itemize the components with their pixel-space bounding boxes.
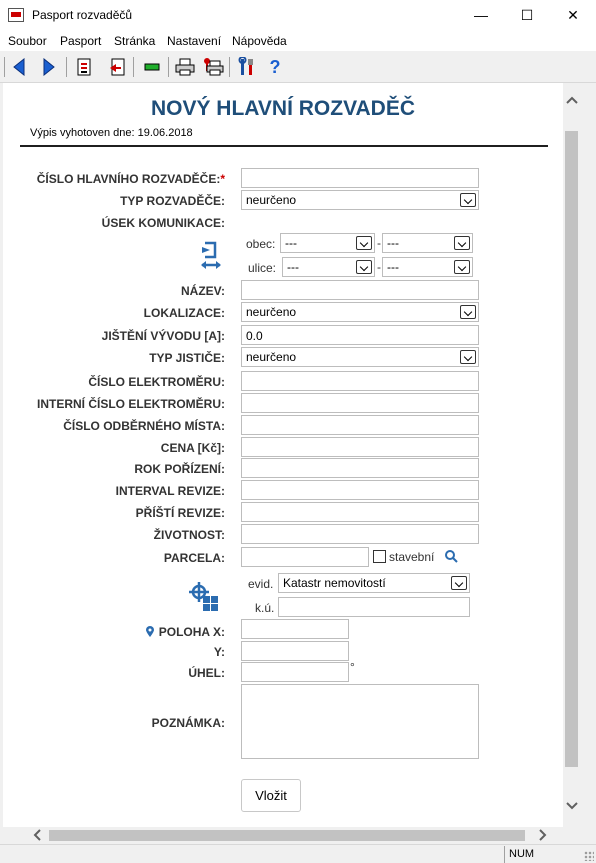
nazev-input[interactable] (241, 280, 479, 300)
label-rok: ROK POŘÍZENÍ: (134, 462, 225, 476)
tools-icon[interactable] (236, 56, 258, 78)
chevron-down-icon (356, 260, 372, 274)
scroll-down-icon[interactable] (563, 799, 580, 813)
minimize-green-icon[interactable] (141, 56, 163, 78)
horizontal-scroll-thumb[interactable] (49, 830, 525, 841)
chevron-down-icon (460, 305, 476, 319)
label-ku: k.ú. (255, 601, 275, 615)
minimize-button[interactable]: — (474, 7, 488, 23)
label-cena: CENA [Kč]: (160, 441, 225, 455)
title-divider (20, 145, 548, 147)
label-typ-rozvadece: TYP ROZVADĚČE: (120, 194, 225, 208)
toolbar (0, 51, 596, 83)
cislo-odberneho-input[interactable] (241, 415, 479, 435)
resize-grip-icon[interactable] (584, 851, 594, 861)
menu-stranka[interactable]: Stránka (114, 34, 156, 48)
cislo-elektromeru-input[interactable] (241, 371, 479, 391)
chevron-down-icon (451, 576, 467, 590)
chevron-down-icon (460, 350, 476, 364)
scroll-left-icon[interactable] (31, 829, 43, 844)
label-uhel: ÚHEL: (188, 666, 225, 680)
chevron-down-icon (454, 260, 470, 274)
poloha-y-input[interactable] (241, 641, 349, 661)
label-stavebni: stavební (389, 550, 435, 564)
label-cislo-odberneho: ČÍSLO ODBĚRNÉHO MÍSTA: (63, 419, 225, 433)
vlozit-button[interactable]: Vložit (241, 779, 301, 812)
document-icon[interactable] (73, 56, 95, 78)
horizontal-scrollbar[interactable] (3, 827, 563, 844)
toolbar-separator (229, 57, 230, 77)
cadastre-icon[interactable] (187, 581, 221, 613)
label-nazev: NÁZEV: (180, 284, 225, 298)
ulice-select-2[interactable]: --- (382, 257, 473, 277)
label-poloha-x: POLOHA X: (145, 624, 225, 639)
toolbar-separator (168, 57, 169, 77)
jisteni-input[interactable]: 0.0 (241, 325, 479, 345)
obec-select-2[interactable]: --- (382, 233, 473, 253)
app-icon (8, 8, 24, 22)
label-ulice: ulice: (248, 261, 277, 275)
interni-cislo-input[interactable] (241, 393, 479, 413)
scroll-up-icon[interactable] (563, 93, 580, 107)
print-icon[interactable] (174, 56, 196, 78)
menu-nastaveni[interactable]: Nastavení (167, 34, 222, 48)
label-lokalizace: LOKALIZACE: (143, 306, 225, 320)
export-icon[interactable] (106, 56, 128, 78)
label-zivotnost: ŽIVOTNOST: (153, 528, 225, 542)
degree-sign: ° (350, 660, 355, 674)
date-line: Výpis vyhotoven dne: 19.06.2018 (30, 127, 193, 139)
status-bar (0, 844, 596, 863)
label-interval: INTERVAL REVIZE: (115, 484, 225, 498)
label-typ-jistice: TYP JISTIČE: (149, 351, 225, 365)
poloha-x-input[interactable] (241, 619, 349, 639)
help-icon[interactable]: ? (269, 56, 281, 77)
lokalizace-select[interactable]: neurčeno (241, 302, 479, 322)
zivotnost-input[interactable] (241, 524, 479, 544)
close-button[interactable]: ✕ (567, 7, 579, 23)
menu-napoveda[interactable]: Nápověda (232, 34, 287, 48)
forward-icon[interactable] (38, 56, 60, 78)
menu-soubor[interactable]: Soubor (8, 34, 47, 48)
label-interni-cislo: INTERNÍ ČÍSLO ELEKTROMĚRU: (37, 397, 225, 411)
toolbar-separator (133, 57, 134, 77)
label-y: Y: (213, 645, 225, 659)
menu-pasport[interactable]: Pasport (60, 34, 102, 48)
label-jisteni: JIŠTĚNÍ VÝVODU [A]: (101, 329, 225, 343)
num-lock-indicator: NUM (504, 846, 548, 863)
vertical-scrollbar[interactable] (563, 83, 580, 827)
label-obec: obec: (246, 237, 276, 251)
chevron-down-icon (460, 193, 476, 207)
back-icon[interactable] (8, 56, 30, 78)
chevron-down-icon (454, 236, 470, 250)
pristi-input[interactable] (241, 502, 479, 522)
toolbar-separator (4, 57, 5, 77)
label-cislo-rozvadece: ČÍSLO HLAVNÍHO ROZVADĚČE:* (36, 172, 225, 186)
location-pin-icon (145, 626, 155, 638)
obec-select-1[interactable]: --- (280, 233, 375, 253)
vertical-scroll-thumb[interactable] (565, 131, 578, 767)
evid-select[interactable]: Katastr nemovitostí (278, 573, 470, 593)
required-mark: * (220, 172, 225, 186)
obec-separator: - (377, 236, 381, 250)
rok-input[interactable] (241, 458, 479, 478)
interval-input[interactable] (241, 480, 479, 500)
uhel-input[interactable] (241, 662, 349, 682)
typ-jistice-select[interactable]: neurčeno (241, 347, 479, 367)
parcela-input[interactable] (241, 547, 369, 567)
print-settings-icon[interactable] (202, 56, 224, 78)
label-evid: evid. (248, 577, 274, 591)
label-cislo-elektromeru: ČÍSLO ELEKTROMĚRU: (88, 375, 225, 389)
ku-input[interactable] (278, 597, 470, 617)
link-road-icon[interactable] (199, 241, 223, 273)
label-usek-komunikace: ÚSEK KOMUNIKACE: (101, 216, 225, 230)
label-parcela: PARCELA: (163, 551, 225, 565)
toolbar-separator (66, 57, 67, 77)
maximize-button[interactable]: ☐ (520, 7, 534, 23)
search-icon[interactable] (444, 549, 458, 563)
stavebni-checkbox[interactable] (373, 550, 386, 563)
label-poznamka: POZNÁMKA: (151, 716, 225, 730)
scroll-right-icon[interactable] (537, 829, 549, 844)
form-content (3, 83, 563, 827)
typ-rozvadece-select[interactable]: neurčeno (241, 190, 479, 210)
page-title: NOVÝ HLAVNÍ ROZVADĚČ (150, 97, 416, 120)
cislo-rozvadece-input[interactable] (241, 168, 479, 188)
ulice-separator: - (377, 260, 381, 274)
menu-bar (0, 31, 596, 51)
cena-input[interactable] (241, 437, 479, 457)
label-pristi: PŘÍŠTÍ REVIZE: (135, 506, 225, 520)
title-bar (0, 0, 596, 31)
window-title: Pasport rozvaděčů (32, 8, 133, 22)
ulice-select-1[interactable]: --- (282, 257, 375, 277)
poznamka-textarea[interactable] (241, 684, 479, 759)
chevron-down-icon (356, 236, 372, 250)
